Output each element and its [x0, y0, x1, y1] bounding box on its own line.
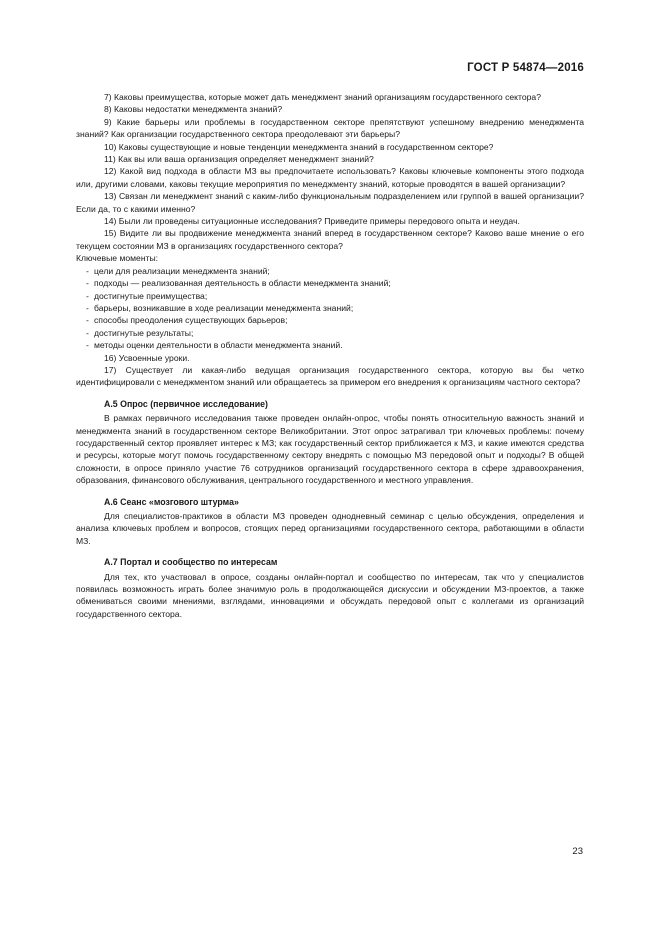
list-item-text: барьеры, возникавшие в ходе реализации менеджмента знаний;: [94, 302, 354, 313]
list-item-text: достигнутые преимущества;: [94, 290, 208, 301]
dash-marker: -: [86, 265, 89, 276]
list-item-text: методы оценки деятельности в области менеджмента знаний.: [94, 340, 343, 351]
list-item-text: способы преодоления существующих барьеров;: [94, 315, 288, 326]
key-points-list: [76, 265, 584, 352]
question-17: 17) Существует ли какая-либо ведущая организация государственного сектора, которую вы бы четко идентифицировали с менеджментом знаний или обращаетесь за примером его внедрения к организациям частного сектора?: [76, 364, 584, 388]
dash-marker: -: [86, 315, 89, 326]
dash-marker: -: [86, 278, 89, 289]
question-8: 8) Каковы недостатки менеджмента знаний?: [104, 104, 283, 115]
dash-marker: -: [86, 340, 89, 351]
section-heading-a7: А.7 Портал и сообщество по интересам: [104, 557, 278, 568]
question-15: 15) Видите ли вы продвижение менеджмента знаний вперед в государственном секторе? Каково ваше мнение о его текущем состоянии МЗ в организациях государственного сектора?: [76, 228, 584, 251]
key-points-label: Ключевые моменты:: [76, 253, 159, 264]
question-12: 12) Какой вид подхода в области МЗ вы предпочитаете использовать? Каковы ключевые компоненты этого подхода или, другими словами, каковы текущие мероприятия по менеджменту знаний, которые проводятся в вашей организации?: [76, 166, 584, 189]
section-text-a6: Для специалистов-практиков в области МЗ проведен однодневный семинар с целью обсуждения, определения и анализа ключевых проблем и вопросов, стоящих перед организациями государственного сектора, работающими в области МЗ.: [76, 511, 584, 546]
question-14: 14) Были ли проведены ситуационные исследования? Приведите примеры передового опыта и неудач.: [104, 216, 520, 227]
dash-marker: -: [86, 327, 89, 338]
section-heading-a5: А.5 Опрос (первичное исследование): [104, 398, 268, 409]
list-item-text: цели для реализации менеджмента знаний;: [94, 265, 270, 276]
list-item: [86, 314, 584, 326]
section-text-a7: Для тех, кто участвовал в опросе, созданы онлайн-портал и сообщество по интересам, так что у специалистов появилась возможность играть более значимую роль в продолжающейся дискуссии и обсуждении МЗ-проектов, а также обмениваться своими мнениями, взглядами, инновациями и обсуждать передовой опыт с коллегами из организаций государственного сектора.: [76, 571, 584, 619]
question-16: 16) Усвоенные уроки.: [104, 352, 190, 363]
section-text-a5: В рамках первичного исследования также проведен онлайн-опрос, чтобы понять относительную важность знаний и менеджмента знаний в государственном секторе Великобритании. Этот опрос затрагивал три ключевых проблемы: почему государственный сектор проявляет интерес к МЗ; как государственный сектор приближается к МЗ, и какие имеются средства и ресурсы, которые могут помочь государственному сектору внедрять с помощью МЗ передовой опыт и подходы? В общей сложности, в опросе приняло участие 76 сотрудников организаций государственного сектора в сфере здравоохранения, образования, финансового обслуживания, центрального государственного и местного управления.: [76, 413, 584, 486]
question-10: 10) Каковы существующие и новые тенденции менеджмента знаний в государственном секторе?: [104, 141, 494, 152]
list-item: [86, 339, 584, 351]
list-item: [86, 265, 584, 277]
list-item: [86, 277, 584, 289]
section-heading-a6: А.6 Сеанс «мозгового штурма»: [104, 496, 239, 507]
list-item: [86, 302, 584, 314]
document-body: [76, 91, 584, 620]
question-11: 11) Как вы или ваша организация определяет менеджмент знаний?: [104, 154, 374, 165]
question-9: 9) Какие барьеры или проблемы в государственном секторе препятствуют успешному внедрению менеджмента знаний? Как организации государственного сектора преодолевают эти барьеры?: [76, 116, 584, 140]
question-13: 13) Связан ли менеджмент знаний с каким-либо функциональным подразделением или группой в вашей организации? Если да, то с какими именно?: [76, 191, 584, 214]
dash-marker: -: [86, 290, 89, 301]
document-code-header: ГОСТ Р 54874—2016: [467, 62, 584, 74]
page-number: 23: [572, 846, 583, 857]
list-item-text: подходы — реализованная деятельность в области менеджмента знаний;: [94, 278, 391, 289]
dash-marker: -: [86, 302, 89, 313]
question-7: 7) Каковы преимущества, которые может дать менеджмент знаний организациям государственного сектора?: [104, 92, 541, 102]
list-item-text: достигнутые результаты;: [94, 327, 194, 338]
list-item: [86, 290, 584, 302]
list-item: [86, 327, 584, 339]
